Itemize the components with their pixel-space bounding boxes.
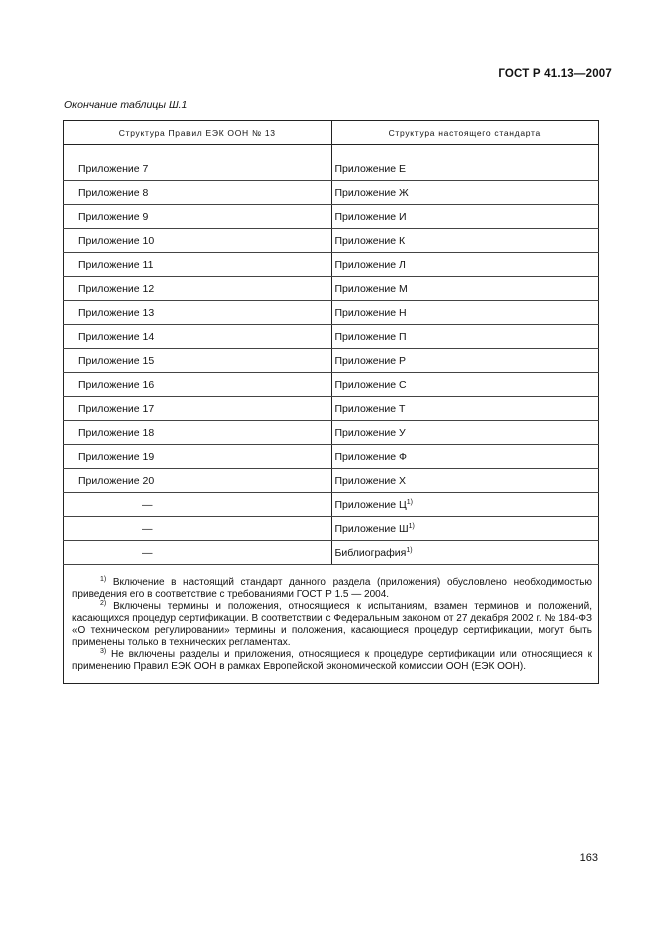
standard-section-cell bbox=[331, 205, 599, 229]
table-row bbox=[64, 253, 599, 277]
standard-section-cell bbox=[331, 301, 599, 325]
table-row bbox=[64, 541, 599, 565]
standard-section-cell bbox=[331, 541, 599, 565]
page-number: 163 bbox=[579, 852, 598, 864]
standard-section-cell bbox=[331, 469, 599, 493]
un-rule-section-cell: Приложение 19 bbox=[64, 445, 332, 469]
footnote-reference: 1) bbox=[406, 546, 413, 554]
correspondence-table bbox=[63, 120, 599, 684]
standard-section-label: Приложение Л bbox=[334, 258, 406, 271]
standard-section-cell bbox=[331, 229, 599, 253]
footnote-3-text: Не включены разделы и приложения, относящиеся к процедуре сертификации или относящиеся к применению Правил ЕЭК ООН в рамках Европейской экономической комиссии ООН (ЕЭК ООН). bbox=[72, 649, 592, 672]
un-rule-section-cell: Приложение 16 bbox=[64, 373, 332, 397]
col2-header: Структура настоящего стандарта bbox=[331, 121, 599, 145]
table-row bbox=[64, 517, 599, 541]
standard-section-cell bbox=[331, 517, 599, 541]
table-row bbox=[64, 277, 599, 301]
standard-section-cell bbox=[331, 253, 599, 277]
table-spacer-row bbox=[64, 145, 599, 158]
un-rule-section-cell: Приложение 18 bbox=[64, 421, 332, 445]
footnote-2-text: Включены термины и положения, относящиеся к испытаниям, взамен терминов и положений, касающихся процедур сертификации. В соответствии с Федеральным законом от 27 декабря 2002 г. № 184-ФЗ «О техническом регулировании» термины и положения, касающиеся процедур сертификации, могут быть применены только в технических регламентах. bbox=[72, 601, 592, 648]
table-row bbox=[64, 205, 599, 229]
standard-section-cell bbox=[331, 493, 599, 517]
standard-section-label: Приложение Е bbox=[334, 162, 407, 175]
un-rule-section-cell: Приложение 11 bbox=[64, 253, 332, 277]
un-rule-section-cell: Приложение 10 bbox=[64, 229, 332, 253]
table-row bbox=[64, 301, 599, 325]
footnotes-row bbox=[64, 565, 599, 684]
footnote-1-text: Включение в настоящий стандарт данного раздела (приложения) обусловлено необходимостью приведения его в соответствие с требованиями ГОСТ Р 1.5 — 2004. bbox=[72, 577, 592, 600]
standard-section-cell bbox=[331, 277, 599, 301]
standard-section-cell bbox=[331, 325, 599, 349]
standard-section-label: Приложение У bbox=[334, 426, 406, 439]
table-row bbox=[64, 181, 599, 205]
standard-section-cell bbox=[331, 397, 599, 421]
footnote-1-mark: 1) bbox=[100, 576, 107, 583]
standard-section-label: Приложение Ж bbox=[334, 186, 409, 199]
un-rule-section-cell: Приложение 15 bbox=[64, 349, 332, 373]
table-row bbox=[64, 349, 599, 373]
table-row bbox=[64, 373, 599, 397]
standard-section-label: Приложение Х bbox=[334, 474, 407, 487]
un-rule-section-cell: Приложение 17 bbox=[64, 397, 332, 421]
table-header-row bbox=[64, 121, 599, 145]
standard-section-label: Приложение К bbox=[334, 234, 406, 247]
standard-section-label: Приложение Ш bbox=[334, 522, 409, 535]
footnote-2-mark: 2) bbox=[100, 600, 107, 607]
un-rule-section-cell: Приложение 9 bbox=[64, 205, 332, 229]
col1-header: Структура Правил ЕЭК ООН № 13 bbox=[64, 121, 332, 145]
un-rule-section-cell: Приложение 7 bbox=[64, 157, 332, 181]
standard-section-label: Приложение Н bbox=[334, 306, 407, 319]
footnotes-cell bbox=[64, 565, 599, 684]
footnote-3 bbox=[72, 649, 592, 673]
table-row bbox=[64, 493, 599, 517]
table-row bbox=[64, 325, 599, 349]
standard-section-label: Приложение М bbox=[334, 282, 408, 295]
un-rule-section-cell: Приложение 20 bbox=[64, 469, 332, 493]
un-rule-section-cell: — bbox=[64, 541, 332, 565]
table-row bbox=[64, 421, 599, 445]
standard-section-label: Приложение Ц bbox=[334, 498, 407, 511]
standard-section-label: Приложение С bbox=[334, 378, 407, 391]
un-rule-section-cell: Приложение 12 bbox=[64, 277, 332, 301]
un-rule-section-cell: Приложение 13 bbox=[64, 301, 332, 325]
table-row bbox=[64, 229, 599, 253]
standard-section-cell bbox=[331, 421, 599, 445]
un-rule-section-cell: Приложение 14 bbox=[64, 325, 332, 349]
un-rule-section-cell: Приложение 8 bbox=[64, 181, 332, 205]
standard-section-label: Приложение Р bbox=[334, 354, 407, 367]
standard-section-label: Приложение П bbox=[334, 330, 407, 343]
table-row bbox=[64, 445, 599, 469]
standard-section-cell bbox=[331, 157, 599, 181]
document-header: ГОСТ Р 41.13—2007 bbox=[498, 68, 612, 80]
table-row bbox=[64, 157, 599, 181]
standard-section-label: Приложение И bbox=[334, 210, 407, 223]
footnote-1 bbox=[72, 577, 592, 601]
table-row bbox=[64, 469, 599, 493]
standard-section-cell bbox=[331, 445, 599, 469]
standard-section-cell bbox=[331, 181, 599, 205]
standard-section-label: Приложение Ф bbox=[334, 450, 407, 463]
footnote-reference: 1) bbox=[408, 522, 415, 530]
footnote-3-mark: 3) bbox=[100, 648, 107, 655]
standard-section-label: Библиография bbox=[334, 546, 407, 559]
un-rule-section-cell: — bbox=[64, 493, 332, 517]
standard-section-cell bbox=[331, 349, 599, 373]
standard-section-label: Приложение Т bbox=[334, 402, 406, 415]
table-caption: Окончание таблицы Ш.1 bbox=[64, 99, 188, 111]
un-rule-section-cell: — bbox=[64, 517, 332, 541]
table-row bbox=[64, 397, 599, 421]
footnote-2 bbox=[72, 601, 592, 649]
standard-section-cell bbox=[331, 373, 599, 397]
footnote-reference: 1) bbox=[406, 498, 414, 506]
